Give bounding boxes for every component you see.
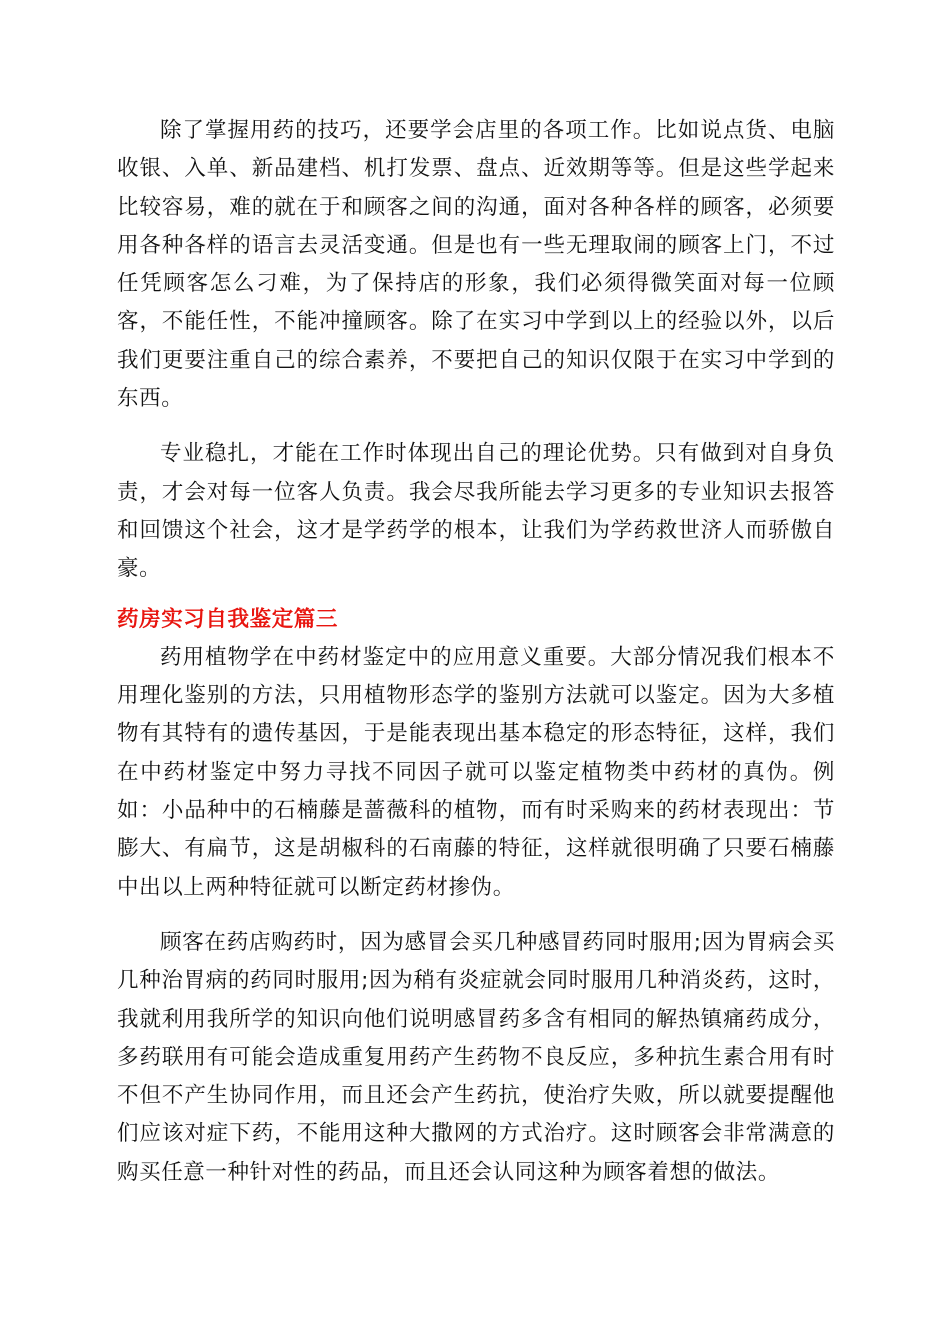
document-page [117,112,835,1192]
paragraph-botany-identification: 药用植物学在中药材鉴定中的应用意义重要。大部分情况我们根本不用理化鉴别的方法，只用植物形态学的鉴别方法就可以鉴定。因为大多植物有其特有的遗传基因，于是能表现出基本稳定的形态特征，这样，我们在中药材鉴定中努力寻找不同因子就可以鉴定植物类中药材的真伪。例如：小品种中的石楠藤是蔷薇科的植物，而有时采购来的药材表现出：节膨大、有扁节，这是胡椒科的石南藤的特征，这样就很明确了只要石楠藤中出以上两种特征就可以断定药材掺伪。 [117,644,835,900]
section-heading: 药房实习自我鉴定篇三 [117,606,339,632]
paragraph-professional-foundation: 专业稳扎，才能在工作时体现出自己的理论优势。只有做到对自身负责，才会对每一位客人负责。我会尽我所能去学习更多的专业知识去报答和回馈这个社会，这才是学药学的根本，让我们为学药救世济人而骄傲自豪。 [117,441,835,582]
paragraph-customer-advice: 顾客在药店购药时，因为感冒会买几种感冒药同时服用;因为胃病会买几种治胃病的药同时服用;因为稍有炎症就会同时服用几种消炎药，这时，我就利用我所学的知识向他们说明感冒药多含有相同的解热镇痛药成分，多药联用有可能会造成重复用药产生药物不良反应，多种抗生素合用有时不但不产生协同作用，而且还会产生药抗，使治疗失败，所以就要提醒他们应该对症下药，不能用这种大撒网的方式治疗。这时顾客会非常满意的购买任意一种针对性的药品，而且还会认同这种为顾客着想的做法。 [117,929,835,1185]
paragraph-store-work: 除了掌握用药的技巧，还要学会店里的各项工作。比如说点货、电脑收银、入单、新品建档、机打发票、盘点、近效期等等。但是这些学起来比较容易，难的就在于和顾客之间的沟通，面对各种各样的顾客，必须要用各种各样的语言去灵活变通。但是也有一些无理取闹的顾客上门，不过任凭顾客怎么刁难，为了保持店的形象，我们必须得微笑面对每一位顾客，不能任性，不能冲撞顾客。除了在实习中学到以上的经验以外，以后我们更要注重自己的综合素养，不要把自己的知识仅限于在实习中学到的东西。 [117,118,835,412]
